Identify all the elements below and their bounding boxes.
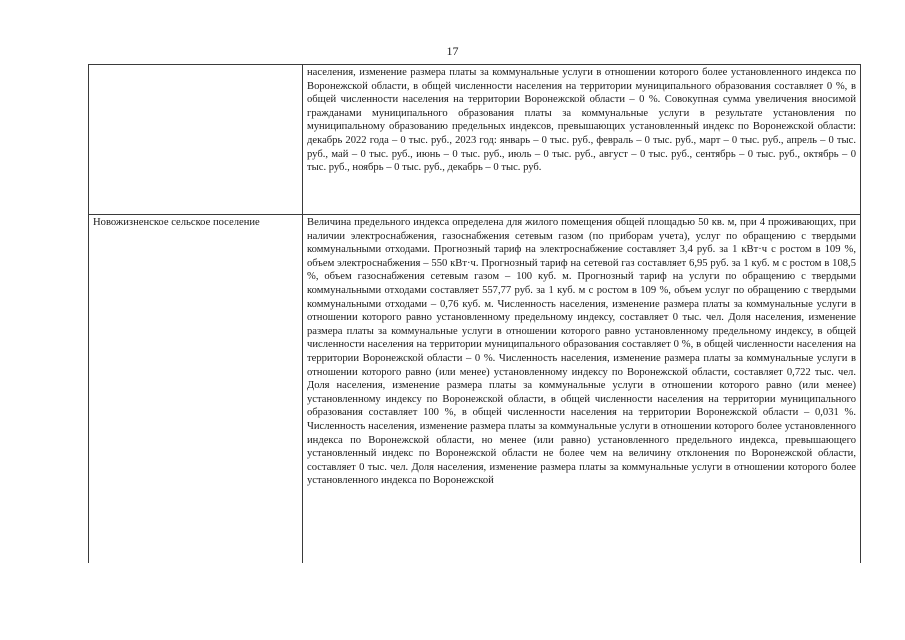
table-row xyxy=(89,65,861,215)
table-row xyxy=(89,215,861,564)
index-description-cell xyxy=(303,215,861,564)
municipality-name-cell xyxy=(89,65,303,215)
page-number: 17 xyxy=(446,44,459,58)
municipality-name: Новожизненское сельское поселение xyxy=(93,217,260,228)
index-description: населения, изменение размера платы за коммунальные услуги в отношении которого более установленного индекса по Воронежской области, в общей численности населения на территории муниципального образования составляет 0 %, в общей численности населения на территории Воронежской области – 0 %. Совокупная сумма увеличения вносимой гражданами муниципального образования платы за коммунальные услуги в результате установления по муниципальному образованию предельных индексов, превышающих установленный индекс по Воронежской области: декабрь 2022 года – 0 тыс. руб., 2023 год: январь – 0 тыс. руб., февраль – 0 тыс. руб., март – 0 тыс. руб., апрель – 0 тыс. руб., май – 0 тыс. руб., июнь – 0 тыс. руб., июль – 0 тыс. руб., август – 0 тыс. руб., сентябрь – 0 тыс. руб., октябрь – 0 тыс. руб., ноябрь – 0 тыс. руб., декабрь – 0 тыс. руб. xyxy=(307,67,856,174)
municipal-index-table xyxy=(88,64,861,563)
index-description-cell xyxy=(303,65,861,215)
index-description: Величина предельного индекса определена для жилого помещения общей площадью 50 кв. м, при 4 проживающих, при наличии электроснабжения, газоснабжения сетевым газом (по приборам учета), услуг по обращению с твердыми коммунальными отходами. Прогнозный тариф на электроснабжение составляет 3,4 руб. за 1 кВт·ч с ростом в 109 %, объем электроснабжения – 550 кВт·ч. Прогнозный тариф на сетевой газ составляет 6,95 руб. за 1 куб. м с ростом в 108,5 %, объем газоснабжения сетевым газом – 100 куб. м. Прогнозный тариф на услуги по обращению с твердыми коммунальными отходами составляет 557,77 руб. за 1 куб. м с ростом в 109 %, объем услуг по обращению с твердыми коммунальными отходами – 0,76 куб. м. Численность населения, изменение размера платы за коммунальные услуги в отношении которого равно установленному предельному индексу, составляет 0 тыс. чел. Доля населения, изменение размера платы за коммунальные услуги в отношении которого равно установленному предельному индексу, в общей численности населения на территории муниципального образования составляет 0 %, в общей численности населения на территории Воронежской области – 0 %. Численность населения, изменение размера платы за коммунальные услуги в отношении которого равно (или менее) установленному индексу по Воронежской области, составляет 0,722 тыс. чел. Доля населения, изменение размера платы за коммунальные услуги в отношении которого равно (или менее) установленному индексу по Воронежской области, в общей численности населения на территории муниципального образования составляет 100 %, в общей численности населения на территории Воронежской области – 0,031 %. Численность населения, изменение размера платы за коммунальные услуги в отношении которого более установленного индекса по Воронежской области, но менее (или равно) установленного предельного индекса, превышающего установленный индекс по Воронежской области не более чем на величину отклонения по Воронежской области, составляет 0 тыс. чел. Доля населения, изменение размера платы за коммунальные услуги в отношении которого более установленного индекса по Воронежской xyxy=(307,217,856,487)
municipality-name-cell xyxy=(89,215,303,564)
